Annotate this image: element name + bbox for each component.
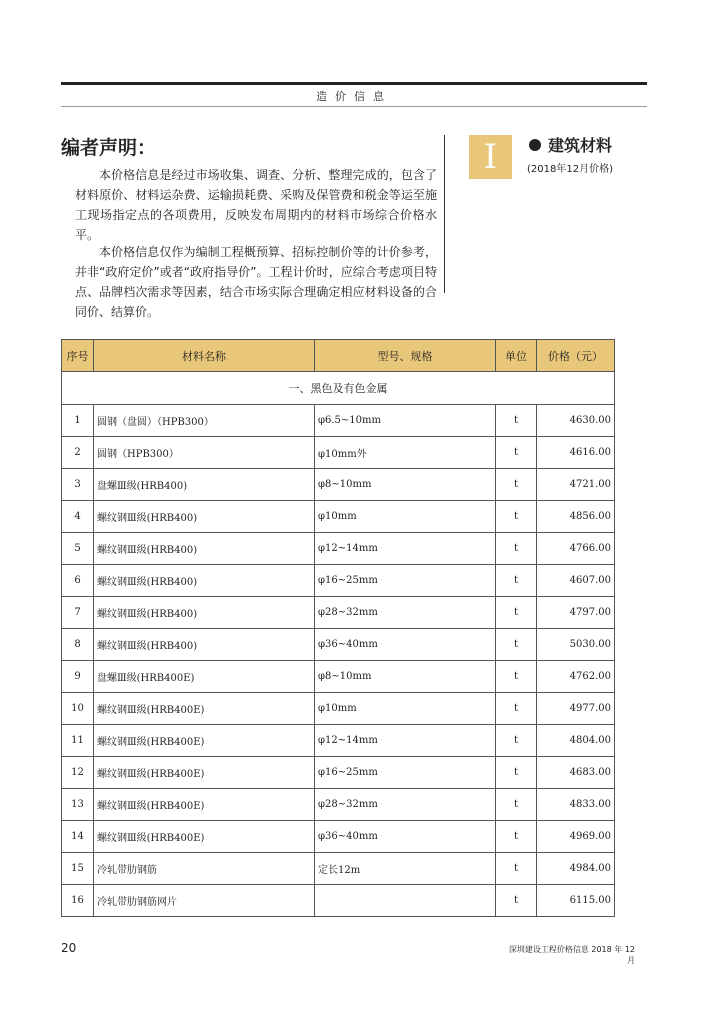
specification: φ28~32mm: [315, 789, 496, 821]
price: 4804.00: [537, 725, 615, 757]
material-name: 螺纹钢Ⅲ级(HRB400E): [94, 757, 315, 789]
unit: t: [496, 405, 537, 437]
specification: φ12~14mm: [315, 533, 496, 565]
material-name: 螺纹钢Ⅲ级(HRB400): [94, 533, 315, 565]
table-row: [62, 565, 615, 597]
unit: t: [496, 629, 537, 661]
notice-paragraph-1: 本价格信息是经过市场收集、调查、分析、整理完成的，包含了材料原价、材料运杂费、运输损耗费、采购及保管费和税金等运至施工现场指定点的各项费用，反映发布周期内的材料市场综合价格水平。: [75, 168, 437, 242]
price: 4969.00: [537, 821, 615, 853]
price: 4856.00: [537, 501, 615, 533]
unit: t: [496, 661, 537, 693]
unit: t: [496, 437, 537, 469]
unit: t: [496, 853, 537, 885]
price: 4616.00: [537, 437, 615, 469]
specification: [315, 885, 496, 917]
material-name: 螺纹钢Ⅲ级(HRB400): [94, 565, 315, 597]
row-number: 8: [62, 629, 94, 661]
price: 4607.00: [537, 565, 615, 597]
unit: t: [496, 501, 537, 533]
table-row: [62, 437, 615, 469]
specification: φ10mm: [315, 501, 496, 533]
material-name: 圆钢（盘圆）（HPB300）: [94, 405, 315, 437]
specification: φ12~14mm: [315, 725, 496, 757]
row-number: 16: [62, 885, 94, 917]
table-row: [62, 693, 615, 725]
price: 4683.00: [537, 757, 615, 789]
specification: φ36~40mm: [315, 629, 496, 661]
header-title: 造价信息: [316, 90, 392, 103]
price: 4977.00: [537, 693, 615, 725]
column-header-name: 材料名称: [94, 340, 315, 372]
material-name: 螺纹钢Ⅲ级(HRB400E): [94, 693, 315, 725]
row-number: 13: [62, 789, 94, 821]
page-number: 20: [61, 941, 77, 955]
section-roman-badge: I: [469, 135, 512, 179]
unit: t: [496, 533, 537, 565]
table-header-row: [62, 340, 615, 372]
price: 4833.00: [537, 789, 615, 821]
table-row: [62, 629, 615, 661]
unit: t: [496, 789, 537, 821]
price: 4766.00: [537, 533, 615, 565]
specification: φ28~32mm: [315, 597, 496, 629]
material-name: 盘螺Ⅲ级(HRB400): [94, 469, 315, 501]
unit: t: [496, 757, 537, 789]
row-number: 7: [62, 597, 94, 629]
specification: φ16~25mm: [315, 757, 496, 789]
unit: t: [496, 885, 537, 917]
row-number: 14: [62, 821, 94, 853]
vertical-divider: [444, 135, 445, 293]
table-row: [62, 757, 615, 789]
column-header-unit: 单位: [496, 340, 537, 372]
row-number: 9: [62, 661, 94, 693]
table-row: [62, 533, 615, 565]
material-name: 圆钢（HPB300）: [94, 437, 315, 469]
unit: t: [496, 693, 537, 725]
publication-footer: 深圳建设工程价格信息 2018 年 12 月: [508, 945, 635, 965]
material-name: 螺纹钢Ⅲ级(HRB400E): [94, 821, 315, 853]
row-number: 1: [62, 405, 94, 437]
specification: 定长12m: [315, 853, 496, 885]
material-name: 螺纹钢Ⅲ级(HRB400): [94, 501, 315, 533]
material-name: 冷轧带肋钢筋网片: [94, 885, 315, 917]
specification: φ8~10mm: [315, 469, 496, 501]
row-number: 11: [62, 725, 94, 757]
price-table: [61, 339, 615, 917]
price: 4984.00: [537, 853, 615, 885]
specification: φ10mm: [315, 693, 496, 725]
table-row: [62, 469, 615, 501]
table-row: [62, 501, 615, 533]
bullet-icon: [529, 139, 541, 151]
unit: t: [496, 725, 537, 757]
row-number: 6: [62, 565, 94, 597]
material-name: 冷轧带肋钢筋: [94, 853, 315, 885]
unit: t: [496, 597, 537, 629]
specification: φ16~25mm: [315, 565, 496, 597]
table-row: [62, 597, 615, 629]
price: 4797.00: [537, 597, 615, 629]
header-top-rule: [61, 82, 647, 85]
table-row: [62, 405, 615, 437]
section-title: 建筑材料: [548, 136, 613, 155]
price: 5030.00: [537, 629, 615, 661]
table-row: [62, 885, 615, 917]
unit: t: [496, 821, 537, 853]
specification: φ36~40mm: [315, 821, 496, 853]
category-row: [62, 372, 615, 405]
row-number: 4: [62, 501, 94, 533]
category-label: 一、黑色及有色金属: [62, 372, 615, 405]
row-number: 3: [62, 469, 94, 501]
price: 4721.00: [537, 469, 615, 501]
notice-paragraph-2: 本价格信息仅作为编制工程概预算、招标控制价等的计价参考，并非“政府定价”或者“政府指导价”。工程计价时，应综合考虑项目特点、品牌档次需求等因素，结合市场实际合理确定相应材料设备的合同价、结算价。: [75, 245, 437, 319]
unit: t: [496, 469, 537, 501]
specification: φ10mm外: [315, 437, 496, 469]
row-number: 12: [62, 757, 94, 789]
specification: φ8~10mm: [315, 661, 496, 693]
table-row: [62, 821, 615, 853]
specification: φ6.5~10mm: [315, 405, 496, 437]
row-number: 5: [62, 533, 94, 565]
table-row: [62, 789, 615, 821]
material-name: 螺纹钢Ⅲ级(HRB400): [94, 629, 315, 661]
material-name: 螺纹钢Ⅲ级(HRB400): [94, 597, 315, 629]
unit: t: [496, 565, 537, 597]
price: 6115.00: [537, 885, 615, 917]
table-row: [62, 853, 615, 885]
price: 4762.00: [537, 661, 615, 693]
section-date: (2018年12月价格): [527, 164, 613, 175]
table-row: [62, 725, 615, 757]
row-number: 10: [62, 693, 94, 725]
column-header-price: 价格（元）: [537, 340, 615, 372]
notice-heading: 编者声明：: [61, 137, 157, 159]
table-row: [62, 661, 615, 693]
material-name: 螺纹钢Ⅲ级(HRB400E): [94, 789, 315, 821]
material-name: 盘螺Ⅲ级(HRB400E): [94, 661, 315, 693]
material-name: 螺纹钢Ⅲ级(HRB400E): [94, 725, 315, 757]
header-bottom-rule: [61, 106, 647, 107]
column-header-spec: 型号、规格: [315, 340, 496, 372]
column-header-no: 序号: [62, 340, 94, 372]
row-number: 15: [62, 853, 94, 885]
price: 4630.00: [537, 405, 615, 437]
row-number: 2: [62, 437, 94, 469]
